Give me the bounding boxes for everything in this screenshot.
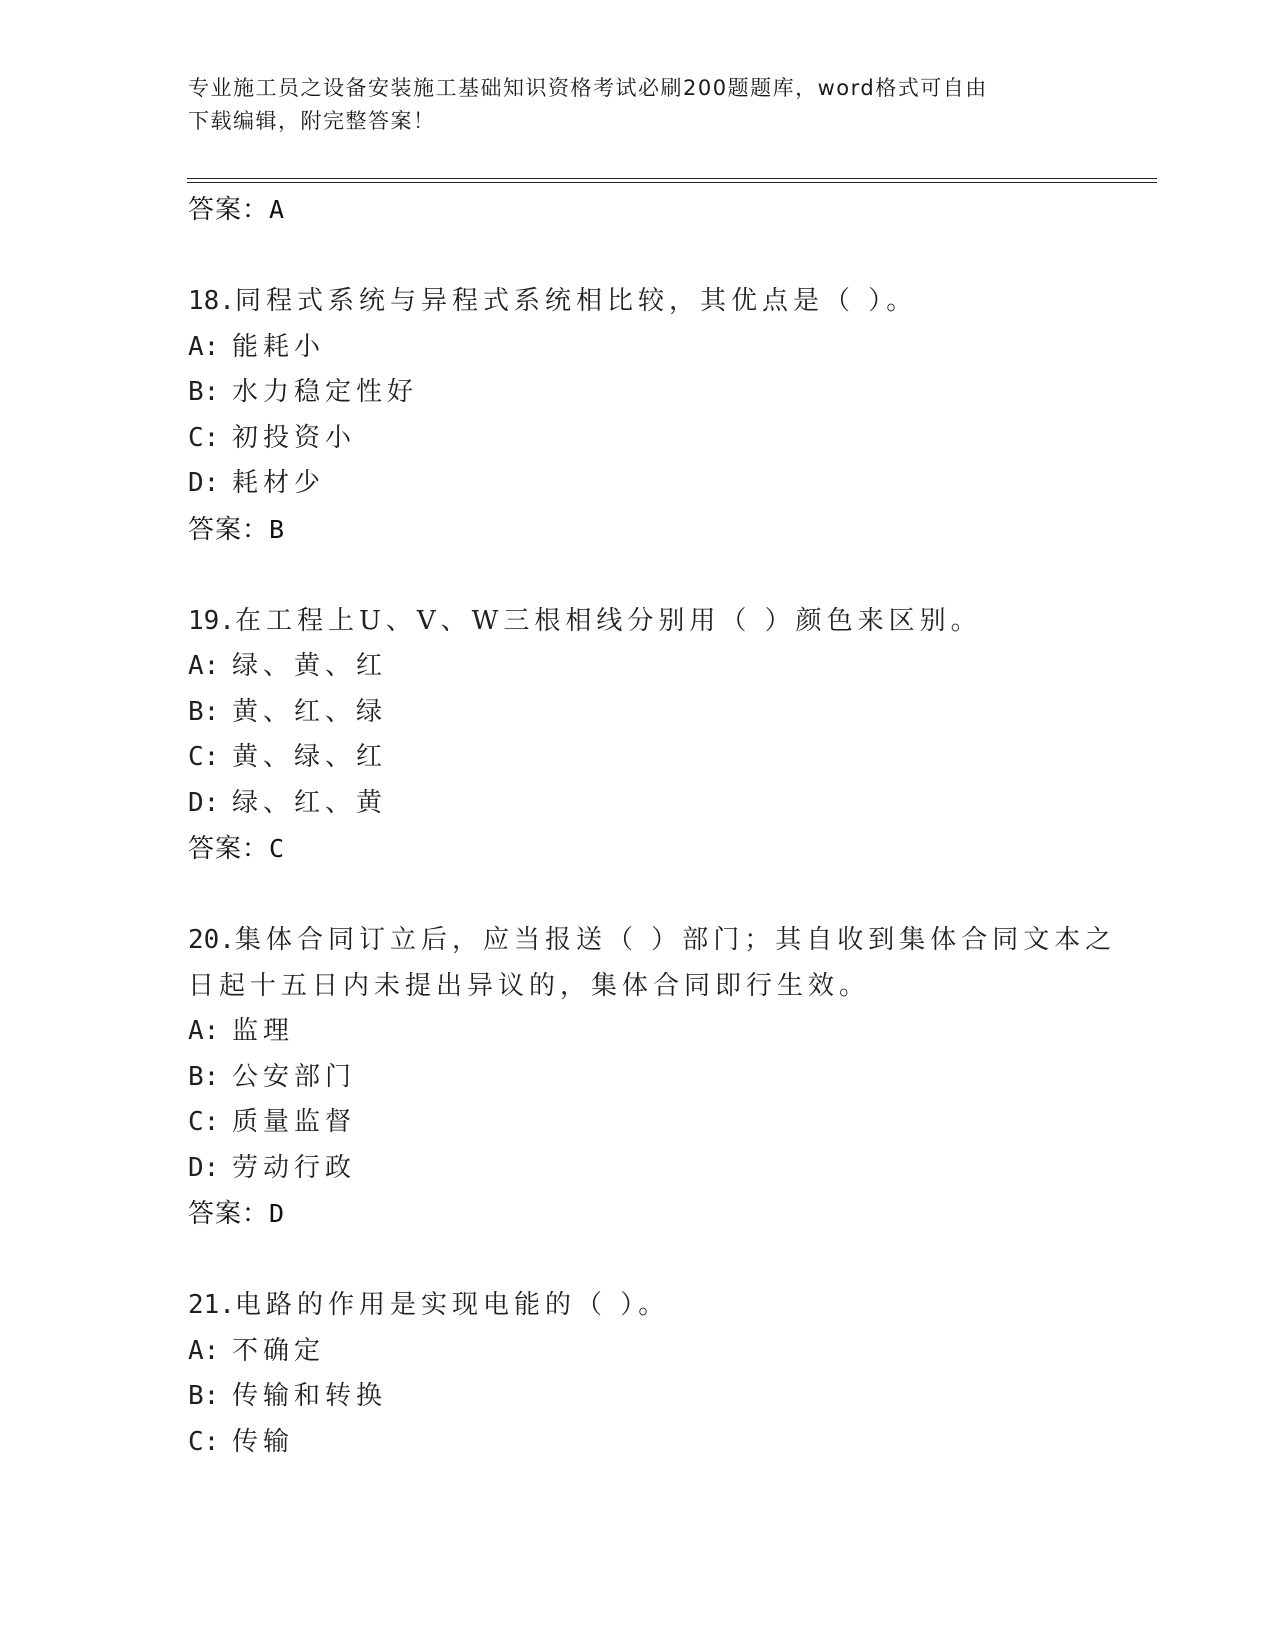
answer-label: 答案：: [188, 514, 270, 545]
option-b: B: 水力稳定性好: [188, 377, 419, 407]
question-block: [188, 918, 1117, 1237]
document-header: [188, 72, 1068, 138]
spacer: [188, 872, 1088, 918]
option-a: A: 能耗小: [188, 331, 326, 362]
option-b: B: 传输和转换: [188, 1381, 388, 1411]
answer-line: [188, 187, 1088, 233]
option-a: A: 监理: [188, 1016, 295, 1046]
question-number: 19.: [188, 605, 235, 636]
question-text: 20.集体合同订立后，应当报送（ ）部门；其自收到集体合同文本之: [188, 925, 1117, 955]
option-b: B: 公安部门: [188, 1061, 357, 1092]
question-block: [188, 279, 1088, 553]
answer-line: [188, 507, 1088, 553]
option-b: B: 黄、红、绿: [188, 696, 388, 727]
header-line-1: 专业施工员之设备安装施工基础知识资格考试必刷200题题库，word格式可自由: [188, 76, 988, 100]
answer-label: 答案：: [188, 1199, 270, 1229]
option-a: A: 绿、黄、红: [188, 651, 388, 681]
option-d: D: 劳动行政: [188, 1152, 357, 1183]
option-d: D: 绿、红、黄: [188, 787, 388, 818]
answer-value: D: [269, 1199, 286, 1228]
header-divider: [187, 178, 1157, 183]
spacer: [188, 553, 1088, 599]
answer-value: B: [269, 514, 286, 544]
question-text: 19.在工程上U、V、W三根相线分别用（ ）颜色来区别。: [188, 605, 982, 636]
option-d: D: 耗材少: [188, 468, 326, 498]
answer-label: 答案：: [188, 834, 270, 864]
question-number: 18.: [188, 286, 235, 316]
question-block: [188, 599, 1088, 873]
question-number: 20.: [188, 925, 235, 955]
answer-label: 答案：: [188, 195, 270, 225]
answer-line: [188, 826, 1088, 872]
answer-value: C: [269, 834, 286, 863]
spacer: [188, 233, 1088, 279]
option-c: C: 传输: [188, 1426, 295, 1457]
option-c: C: 质量监督: [188, 1107, 357, 1137]
answer-line: [188, 1191, 1088, 1237]
question-content: [188, 187, 1117, 1465]
question-block: [188, 1283, 1088, 1465]
option-a: A: 不确定: [188, 1335, 326, 1366]
spacer: [188, 1237, 1088, 1283]
option-c: C: 黄、绿、红: [188, 742, 388, 772]
option-c: C: 初投资小: [188, 422, 357, 453]
answer-value: A: [269, 195, 286, 224]
question-number: 21.: [188, 1290, 235, 1320]
question-text: 21.电路的作用是实现电能的（ ）。: [188, 1290, 670, 1320]
header-line-2: 下载编辑，附完整答案！: [188, 109, 436, 133]
question-text-continued: 日起十五日内未提出异议的，集体合同即行生效。: [188, 970, 871, 1001]
question-text: 18.同程式系统与异程式系统相比较，其优点是（ ）。: [188, 286, 918, 316]
